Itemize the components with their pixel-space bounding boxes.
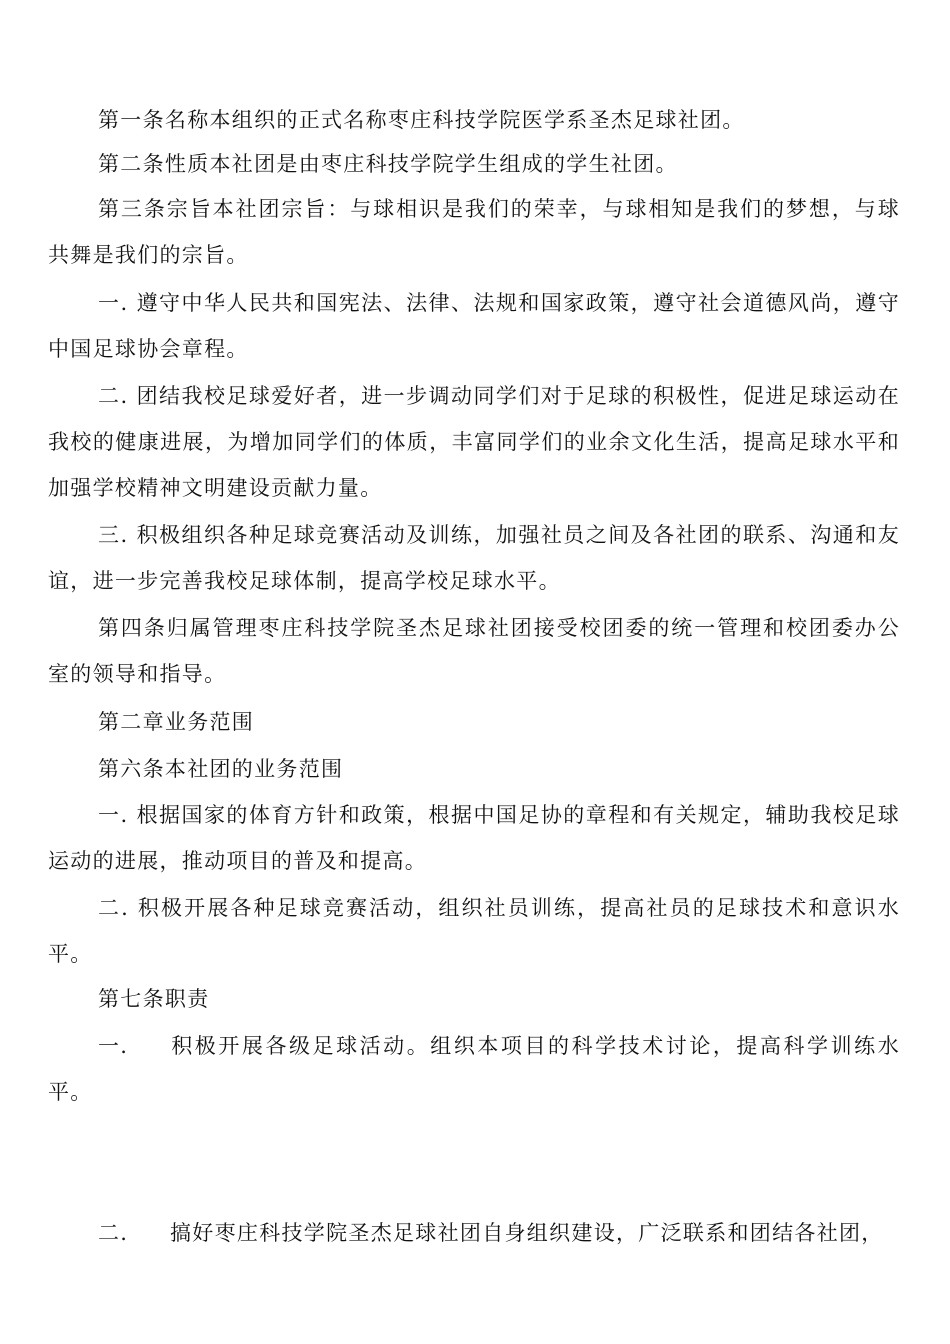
duty-item-2 xyxy=(48,1210,900,1256)
article-6-heading: 第六条本社团的业务范围 xyxy=(98,757,344,781)
purpose-item-1: 一. 遵守中华人民共和国宪法、法律、法规和国家政策，遵守社会道德风尚，遵守中国足球协会章程。 xyxy=(48,291,900,361)
duty-item-2-text: 搞好枣庄科技学院圣杰足球社团自身组织建设，广泛联系和团结各社团， xyxy=(170,1221,884,1245)
article-7-heading: 第七条职责 xyxy=(98,987,210,1011)
article-3-purpose: 第三条宗旨本社团宗旨：与球相识是我们的荣幸，与球相知是我们的梦想，与球共舞是我们的宗旨。 xyxy=(48,197,900,267)
duty-item-1-text: 积极开展各级足球活动。组织本项目的科学技术讨论，提高科学训练水平。 xyxy=(48,1034,900,1104)
scope-item-1: 一. 根据国家的体育方针和政策，根据中国足协的章程和有关规定，辅助我校足球运动的进展，推动项目的普及和提高。 xyxy=(48,803,900,873)
article-2-nature: 第二条性质本社团是由枣庄科技学院学生组成的学生社团。 xyxy=(98,152,678,176)
duty-item-1-number: 一. xyxy=(98,1034,129,1058)
scope-item-2: 二. 积极开展各种足球竞赛活动，组织社员训练，提高社员的足球技术和意识水平。 xyxy=(48,896,900,966)
purpose-item-3: 三. 积极组织各种足球竞赛活动及训练，加强社员之间及各社团的联系、沟通和友谊，进一步完善我校足球体制，提高学校足球水平。 xyxy=(48,523,900,593)
purpose-item-2: 二. 团结我校足球爱好者，进一步调动同学们对于足球的积极性，促进足球运动在我校的健康进展，为增加同学们的体质，丰富同学们的业余文化生活，提高足球水平和加强学校精神文明建设贡献力量。 xyxy=(48,384,900,500)
article-4-management: 第四条归属管理枣庄科技学院圣杰足球社团接受校团委的统一管理和校团委办公室的领导和指导。 xyxy=(48,616,900,686)
duty-item-2-number: 二. xyxy=(98,1221,129,1245)
article-1-name: 第一条名称本组织的正式名称枣庄科技学院医学系圣杰足球社团。 xyxy=(98,108,745,132)
chapter-2-heading: 第二章业务范围 xyxy=(98,710,255,734)
duty-item-1 xyxy=(48,1023,900,1115)
